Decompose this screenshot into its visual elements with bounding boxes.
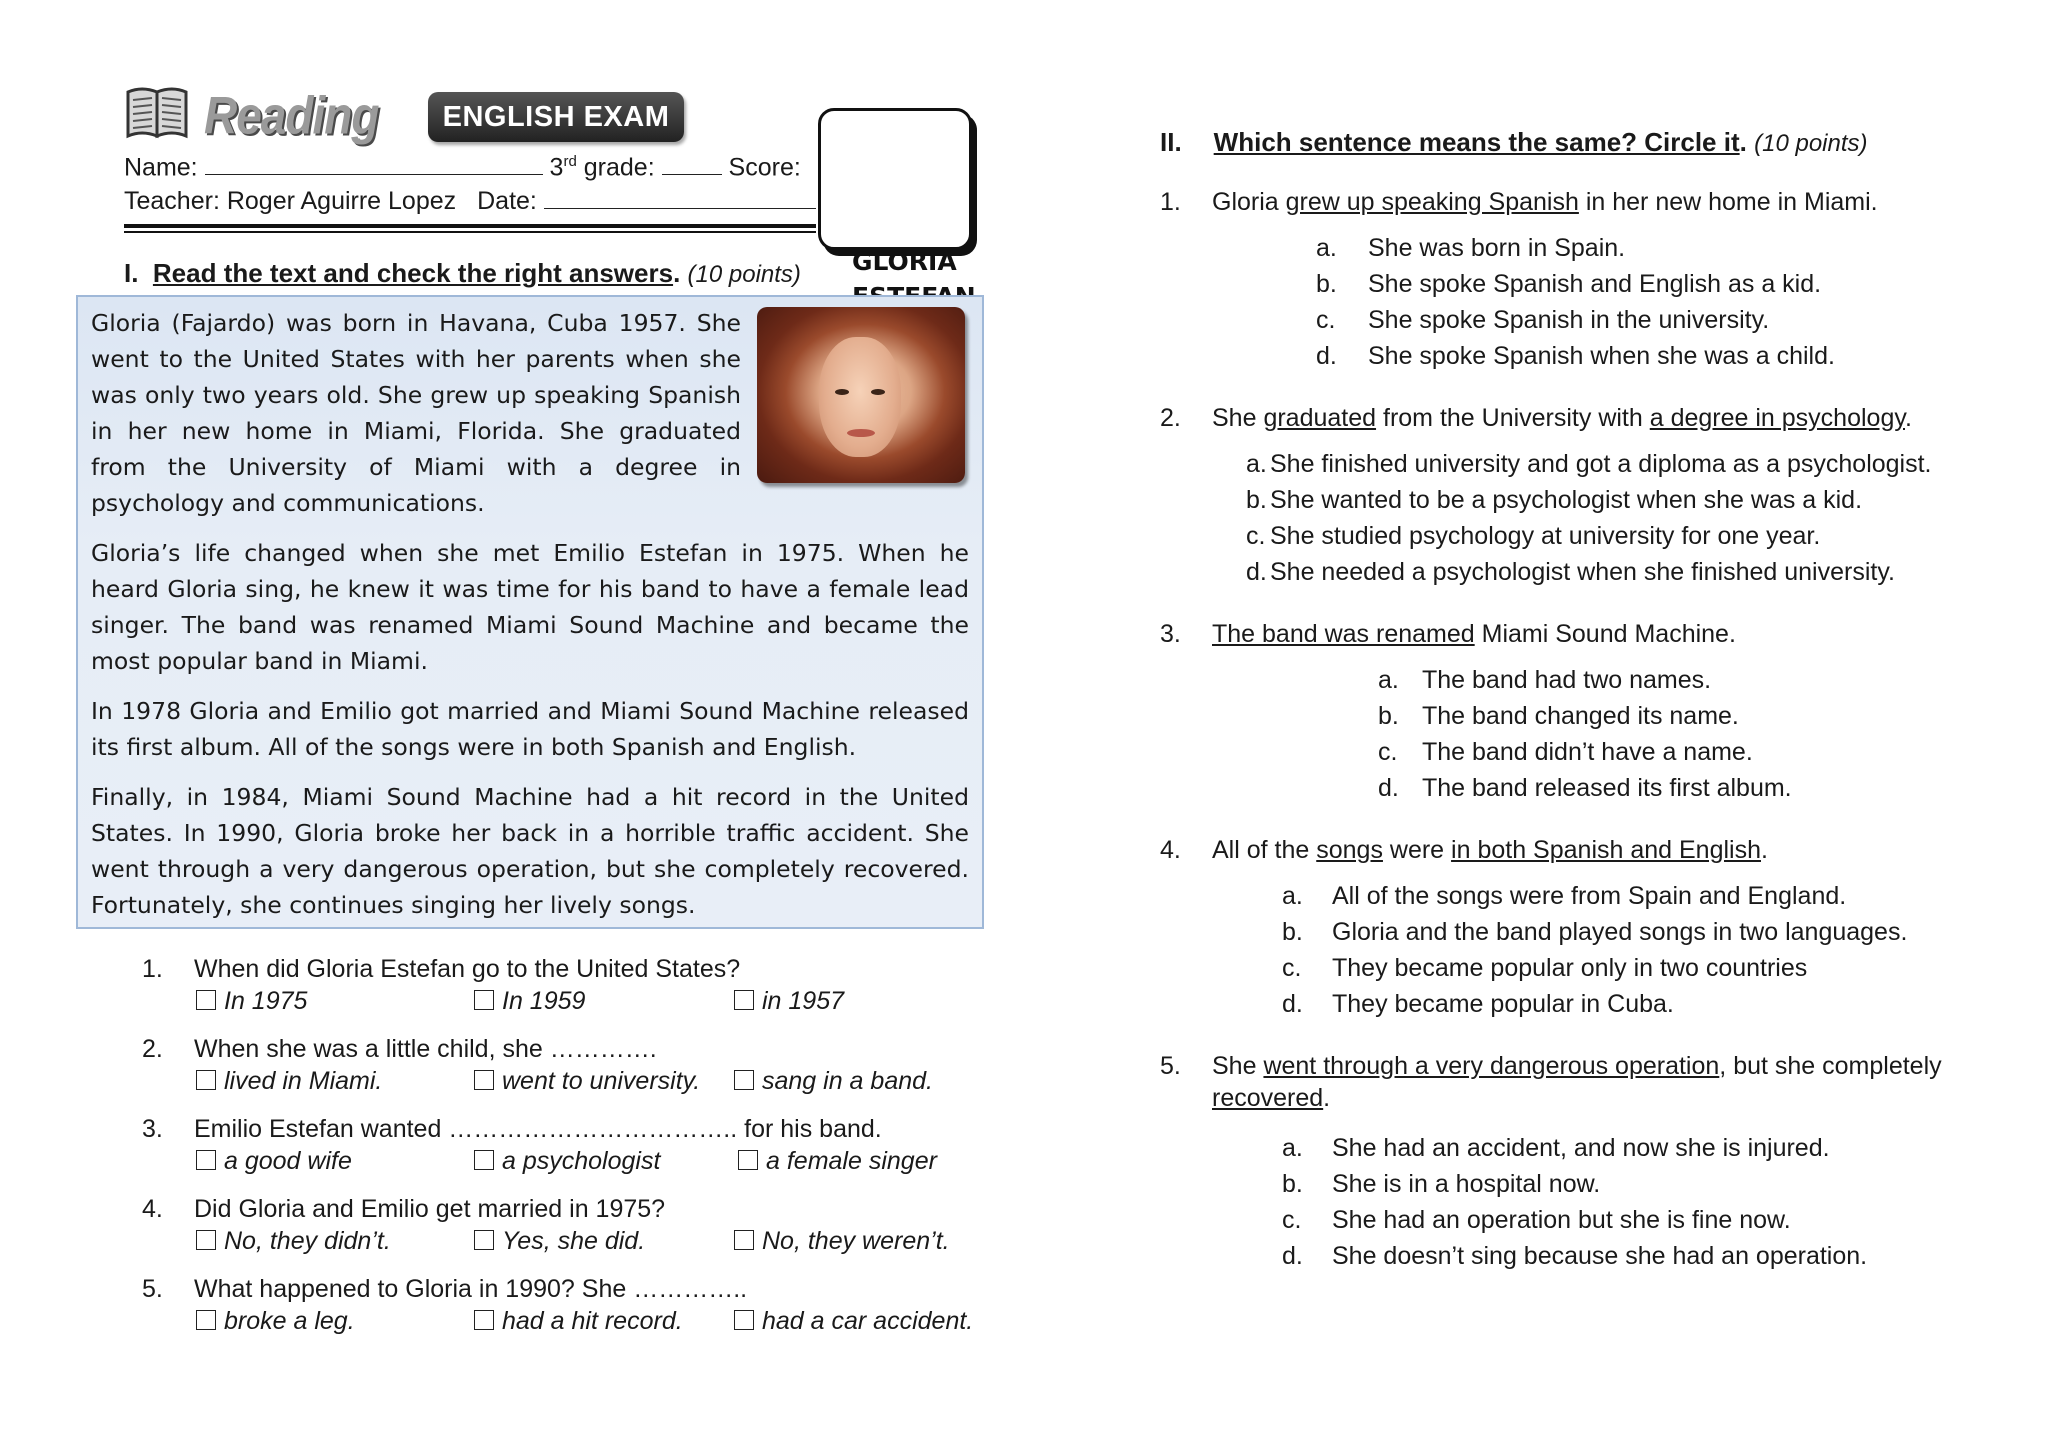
- sentence-fragment: Miami Sound Machine.: [1474, 620, 1736, 648]
- part1-title: Read the text and check the right answers: [152, 258, 674, 288]
- sentence-fragment: in her new home in Miami.: [1578, 188, 1878, 216]
- underlined-phrase: went through a very dangerous operation: [1263, 1052, 1720, 1080]
- option-checkbox[interactable]: [734, 1067, 933, 1096]
- option-checkbox[interactable]: [196, 1147, 352, 1176]
- header-rule: [124, 224, 816, 228]
- option-text: She studied psychology at university for one year.: [1270, 522, 1821, 550]
- option-letter: d.: [1282, 990, 1303, 1018]
- sentence-fragment: .: [1905, 404, 1912, 432]
- grade-label: grade:: [583, 153, 655, 182]
- option-label: a female singer: [766, 1147, 937, 1175]
- sentence-fragment: from the University with: [1376, 404, 1650, 432]
- score-box[interactable]: [818, 108, 972, 250]
- option-letter: c.: [1316, 306, 1336, 334]
- option-label: a good wife: [224, 1147, 352, 1175]
- option-letter: a.: [1282, 1134, 1303, 1162]
- underlined-phrase: grew up speaking Spanish: [1285, 188, 1579, 216]
- option-checkbox[interactable]: [474, 1227, 645, 1256]
- option-letter: c.: [1282, 1206, 1302, 1234]
- option-text: She doesn’t sing because she had an operation.: [1332, 1242, 1868, 1270]
- underlined-phrase: in both Spanish and English: [1451, 836, 1761, 864]
- option-letter: a.: [1378, 666, 1399, 694]
- option-text: They became popular only in two countries: [1332, 954, 1808, 982]
- option-text: She had an operation but she is fine now.: [1332, 1206, 1791, 1234]
- sentence-fragment: She: [1212, 404, 1264, 432]
- checkbox-icon[interactable]: [734, 1310, 754, 1330]
- option-label: had a hit record.: [502, 1307, 683, 1335]
- sentence-fragment: She: [1212, 1052, 1264, 1080]
- option-text: She spoke Spanish in the university.: [1368, 306, 1770, 334]
- checkbox-icon[interactable]: [474, 1230, 494, 1250]
- option-text: She wanted to be a psychologist when she was a kid.: [1270, 486, 1863, 514]
- underlined-phrase: graduated: [1263, 404, 1377, 432]
- sentence-fragment: All of the: [1212, 836, 1317, 864]
- option-checkbox[interactable]: [196, 1067, 382, 1096]
- checkbox-icon[interactable]: [734, 1070, 754, 1090]
- sentence-fragment: Gloria: [1212, 188, 1286, 216]
- question-number: 2.: [142, 1035, 163, 1063]
- item-sentence: [1212, 836, 1768, 865]
- option-label: In 1975: [224, 987, 308, 1015]
- caption-line1: GLORIA: [852, 247, 957, 276]
- sentence-fragment: .: [1761, 836, 1768, 864]
- checkbox-icon[interactable]: [196, 1070, 216, 1090]
- question-number: 4.: [142, 1195, 163, 1223]
- part2-points: (10 points): [1754, 130, 1868, 157]
- question-text: Did Gloria and Emilio get married in 1975?: [194, 1195, 666, 1223]
- part2-numeral: II.: [1160, 127, 1182, 157]
- option-text: Gloria and the band played songs in two languages.: [1332, 918, 1908, 946]
- option-text: She spoke Spanish and English as a kid.: [1368, 270, 1822, 298]
- option-label: In 1959: [502, 987, 586, 1015]
- option-text: The band changed its name.: [1422, 702, 1739, 730]
- option-text: She needed a psychologist when she finished university.: [1270, 558, 1895, 586]
- reading-title: Reading: [204, 85, 379, 145]
- name-label: Name:: [124, 153, 198, 182]
- option-label: went to university.: [502, 1067, 701, 1095]
- option-letter: a.: [1246, 450, 1267, 478]
- checkbox-icon[interactable]: [196, 1150, 216, 1170]
- score-label: Score:: [728, 153, 801, 182]
- option-letter: c.: [1282, 954, 1302, 982]
- option-checkbox[interactable]: [734, 1307, 973, 1336]
- option-text: The band didn’t have a name.: [1422, 738, 1753, 766]
- checkbox-icon[interactable]: [474, 990, 494, 1010]
- option-checkbox[interactable]: [474, 1067, 700, 1096]
- checkbox-icon[interactable]: [734, 1230, 754, 1250]
- option-label: No, they weren’t.: [762, 1227, 950, 1255]
- option-letter: b.: [1316, 270, 1337, 298]
- option-letter: d.: [1282, 1242, 1303, 1270]
- option-label: had a car accident.: [762, 1307, 974, 1335]
- underlined-phrase: songs: [1316, 836, 1383, 864]
- sentence-fragment: .: [1323, 1084, 1331, 1112]
- question-text: What happened to Gloria in 1990? She …………..: [194, 1275, 748, 1303]
- option-text: All of the songs were from Spain and England.: [1332, 882, 1847, 910]
- item-number: 5.: [1160, 1052, 1181, 1080]
- checkbox-icon[interactable]: [196, 1230, 216, 1250]
- option-label: No, they didn’t.: [224, 1227, 391, 1255]
- book-icon: [124, 84, 190, 140]
- option-text: She spoke Spanish when she was a child.: [1368, 342, 1835, 370]
- item-number: 3.: [1160, 620, 1181, 648]
- part2-period: .: [1739, 127, 1747, 157]
- option-label: lived in Miami.: [224, 1067, 383, 1095]
- option-text: She finished university and got a diploma as a psychologist.: [1270, 450, 1932, 478]
- name-row: [124, 153, 801, 182]
- passage-paragraph-4: Finally, in 1984, Miami Sound Machine had a hit record in the United States. In 1990, Gloria broke her back in a horrible traffic accident. She went through a very dangerous operation, but she completely recovered. Fortunately, she continues singing her lively songs.: [91, 783, 969, 919]
- option-text: She had an accident, and now she is injured.: [1332, 1134, 1830, 1162]
- part1-numeral: I.: [124, 258, 139, 288]
- part1-period: .: [673, 258, 681, 288]
- question-number: 1.: [142, 955, 163, 983]
- sentence-fragment: , but she completely: [1719, 1052, 1942, 1080]
- part2-heading: [1160, 127, 1868, 158]
- grade-num: 3: [549, 153, 564, 182]
- option-text: The band released its first album.: [1422, 774, 1792, 802]
- option-checkbox[interactable]: [196, 1227, 391, 1256]
- teacher-row: [124, 187, 816, 216]
- option-checkbox[interactable]: [474, 987, 585, 1016]
- option-text: She is in a hospital now.: [1332, 1170, 1601, 1198]
- option-text: They became popular in Cuba.: [1332, 990, 1674, 1018]
- passage-paragraph-2: Gloria’s life changed when she met Emilio Estefan in 1975. When he heard Gloria sing, he knew it was time for his band to have a female lead singer. The band was renamed Miami Sound Machine and became the most popular band in Miami.: [91, 539, 969, 675]
- underlined-phrase: recovered: [1212, 1084, 1324, 1112]
- grade-field[interactable]: [662, 172, 722, 175]
- question-text: Emilio Estefan wanted …………………………….. for his band.: [194, 1115, 882, 1143]
- checkbox-icon[interactable]: [734, 990, 754, 1010]
- option-checkbox[interactable]: [474, 1147, 660, 1176]
- option-letter: b.: [1282, 918, 1303, 946]
- sentence-fragment: were: [1382, 836, 1452, 864]
- option-label: Yes, she did.: [502, 1227, 646, 1255]
- item-sentence-line2: [1212, 1084, 1330, 1113]
- gloria-photo: [757, 307, 965, 483]
- item-number: 1.: [1160, 188, 1181, 216]
- option-checkbox[interactable]: [474, 1307, 683, 1336]
- part1-heading: [124, 258, 801, 289]
- checkbox-icon[interactable]: [474, 1150, 494, 1170]
- option-letter: d.: [1316, 342, 1337, 370]
- name-field[interactable]: [205, 172, 543, 175]
- option-letter: c.: [1246, 522, 1266, 550]
- question-number: 3.: [142, 1115, 163, 1143]
- part2-items: [1160, 188, 2020, 1308]
- option-letter: d.: [1378, 774, 1399, 802]
- header-rule-thin: [124, 231, 816, 233]
- option-letter: a.: [1316, 234, 1337, 262]
- reading-passage: [76, 295, 984, 929]
- checkbox-icon[interactable]: [196, 1310, 216, 1330]
- item-number: 2.: [1160, 404, 1181, 432]
- option-letter: b.: [1282, 1170, 1303, 1198]
- checkbox-icon[interactable]: [474, 1070, 494, 1090]
- passage-paragraph-3: In 1978 Gloria and Emilio got married and Miami Sound Machine released its first album. All of the songs were in both Spanish and English.: [91, 697, 969, 761]
- option-letter: b.: [1246, 486, 1267, 514]
- question-text: When she was a little child, she ………….: [194, 1035, 657, 1063]
- option-checkbox[interactable]: [734, 987, 844, 1016]
- underlined-phrase: a degree in psychology: [1649, 404, 1905, 432]
- item-sentence: [1212, 404, 1912, 433]
- checkbox-icon[interactable]: [474, 1310, 494, 1330]
- item-sentence: [1212, 1052, 1942, 1081]
- option-letter: a.: [1282, 882, 1303, 910]
- checkbox-icon[interactable]: [738, 1150, 758, 1170]
- option-label: sang in a band.: [762, 1067, 933, 1095]
- option-checkbox[interactable]: [196, 987, 307, 1016]
- exam-badge: ENGLISH EXAM: [428, 92, 684, 142]
- teacher-label: Teacher: Roger Aguirre Lopez: [124, 187, 457, 215]
- option-checkbox[interactable]: [734, 1227, 950, 1256]
- option-letter: d.: [1246, 558, 1267, 586]
- item-number: 4.: [1160, 836, 1181, 864]
- grade-sup: rd: [563, 153, 577, 170]
- date-label: Date:: [477, 187, 537, 215]
- date-field[interactable]: [544, 206, 816, 209]
- underlined-phrase: The band was renamed: [1212, 620, 1475, 648]
- question-number: 5.: [142, 1275, 163, 1303]
- passage-paragraph-1: Gloria (Fajardo) was born in Havana, Cuba 1957. She went to the United States with her parents when she was only two years old. She grew up speaking Spanish in her new home in Miami, Florida. She graduated from the University of Miami with a degree in psychology and communications.: [91, 309, 741, 517]
- question-text: When did Gloria Estefan go to the United States?: [194, 955, 741, 983]
- option-letter: c.: [1378, 738, 1398, 766]
- option-text: The band had two names.: [1422, 666, 1712, 694]
- item-sentence: [1212, 188, 1878, 217]
- option-letter: b.: [1378, 702, 1399, 730]
- option-label: broke a leg.: [224, 1307, 355, 1335]
- option-label: a psychologist: [502, 1147, 661, 1175]
- option-checkbox[interactable]: [196, 1307, 355, 1336]
- checkbox-icon[interactable]: [196, 990, 216, 1010]
- part1-points: (10 points): [687, 261, 801, 288]
- part2-title: Which sentence means the same? Circle it: [1213, 127, 1740, 157]
- option-label: in 1957: [762, 987, 845, 1015]
- option-checkbox[interactable]: [738, 1147, 937, 1176]
- option-text: She was born in Spain.: [1368, 234, 1626, 262]
- item-sentence: [1212, 620, 1736, 649]
